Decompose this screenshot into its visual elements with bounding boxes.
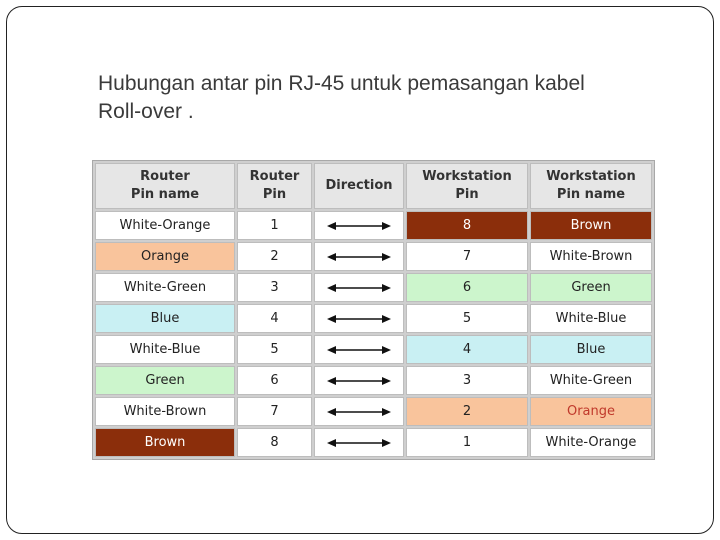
slide-title-line-1: Hubungan antar pin RJ-45 untuk pemasangan kabel — [98, 72, 585, 95]
double-headed-arrow-icon — [327, 220, 391, 232]
direction-cell — [314, 366, 404, 395]
header-router-pin: Router Pin — [237, 163, 312, 209]
double-headed-arrow-icon — [327, 251, 391, 263]
router-pin-cell: 5 — [237, 335, 312, 364]
router-pin-name-cell: White-Blue — [95, 335, 235, 364]
router-pin-name-cell: White-Green — [95, 273, 235, 302]
workstation-pin-name-cell: Blue — [530, 335, 652, 364]
table-row — [95, 366, 652, 395]
direction-cell — [314, 397, 404, 426]
slide-title-line-2: Roll-over . — [98, 100, 194, 123]
table-row — [95, 273, 652, 302]
workstation-pin-name-cell: White-Blue — [530, 304, 652, 333]
workstation-pin-cell: 4 — [406, 335, 528, 364]
router-pin-cell: 1 — [237, 211, 312, 240]
direction-cell — [314, 335, 404, 364]
router-pin-name-cell: Brown — [95, 428, 235, 457]
double-headed-arrow-icon — [327, 375, 391, 387]
router-pin-cell: 7 — [237, 397, 312, 426]
router-pin-cell: 6 — [237, 366, 312, 395]
workstation-pin-cell: 1 — [406, 428, 528, 457]
router-pin-name-cell: Orange — [95, 242, 235, 271]
double-headed-arrow-icon — [327, 344, 391, 356]
workstation-pin-cell: 2 — [406, 397, 528, 426]
header-direction: Direction — [314, 163, 404, 209]
router-pin-cell: 4 — [237, 304, 312, 333]
workstation-pin-cell: 3 — [406, 366, 528, 395]
direction-cell — [314, 242, 404, 271]
double-headed-arrow-icon — [327, 313, 391, 325]
router-pin-cell: 8 — [237, 428, 312, 457]
router-pin-name-cell: White-Brown — [95, 397, 235, 426]
header-workstation-pin: Workstation Pin — [406, 163, 528, 209]
table-row — [95, 428, 652, 457]
direction-cell — [314, 273, 404, 302]
workstation-pin-name-cell: Green — [530, 273, 652, 302]
direction-cell — [314, 304, 404, 333]
direction-cell — [314, 211, 404, 240]
workstation-pin-name-cell: White-Brown — [530, 242, 652, 271]
router-pin-cell: 2 — [237, 242, 312, 271]
table-row — [95, 304, 652, 333]
table-header-row — [95, 163, 652, 209]
workstation-pin-name-cell: Orange — [530, 397, 652, 426]
workstation-pin-cell: 8 — [406, 211, 528, 240]
router-pin-cell: 3 — [237, 273, 312, 302]
workstation-pin-name-cell: Brown — [530, 211, 652, 240]
table-row — [95, 335, 652, 364]
slide-title — [98, 70, 678, 126]
double-headed-arrow-icon — [327, 437, 391, 449]
double-headed-arrow-icon — [327, 406, 391, 418]
workstation-pin-cell: 7 — [406, 242, 528, 271]
workstation-pin-cell: 5 — [406, 304, 528, 333]
table-row — [95, 397, 652, 426]
router-pin-name-cell: Green — [95, 366, 235, 395]
table-row — [95, 211, 652, 240]
workstation-pin-name-cell: White-Orange — [530, 428, 652, 457]
workstation-pin-cell: 6 — [406, 273, 528, 302]
router-pin-name-cell: White-Orange — [95, 211, 235, 240]
rj45-rollover-pin-table — [92, 160, 655, 460]
header-workstation-pin-name: Workstation Pin name — [530, 163, 652, 209]
router-pin-name-cell: Blue — [95, 304, 235, 333]
header-router-pin-name: Router Pin name — [95, 163, 235, 209]
workstation-pin-name-cell: White-Green — [530, 366, 652, 395]
table-row — [95, 242, 652, 271]
table-body — [95, 211, 652, 457]
direction-cell — [314, 428, 404, 457]
double-headed-arrow-icon — [327, 282, 391, 294]
